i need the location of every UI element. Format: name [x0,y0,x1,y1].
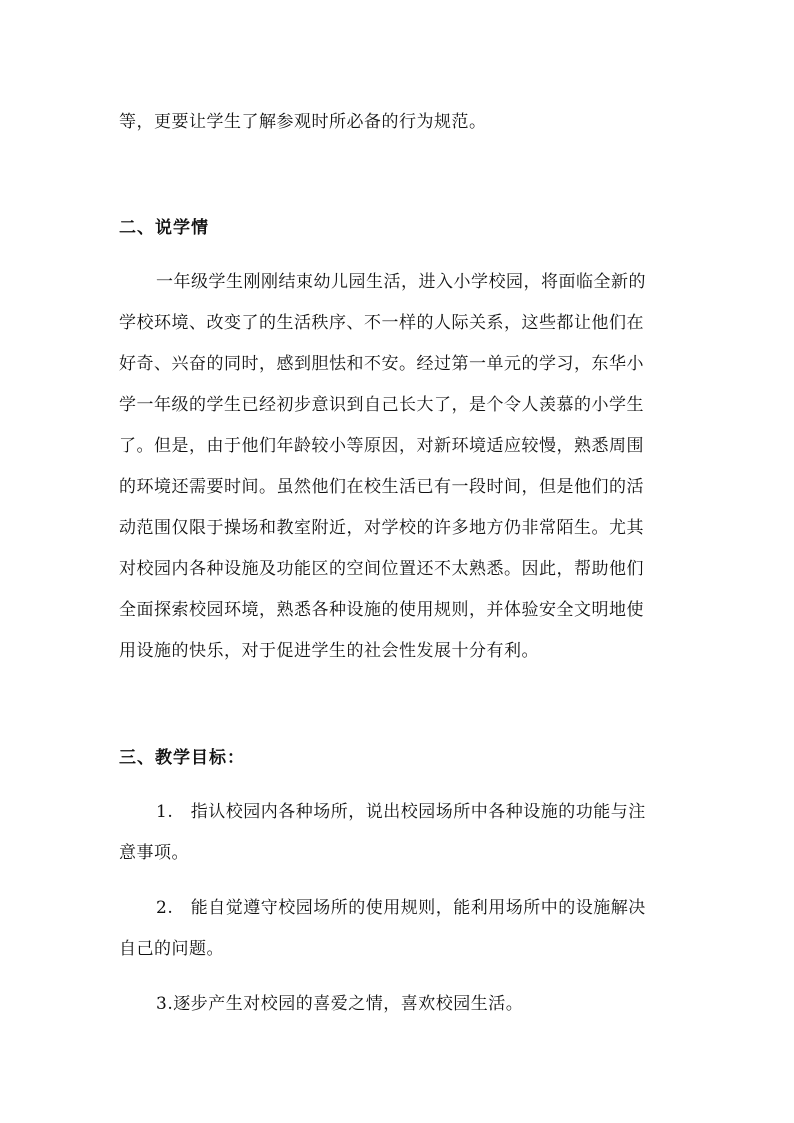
paragraph-line: 对校园内各种设施及功能区的空间位置还不太熟悉。因此，帮助他们 [119,559,644,579]
paragraph-line: 的环境还需要时间。虽然他们在校生活已有一段时间，但是他们的活 [119,477,644,497]
goal-item-1-line1: 1. 指认校园内各种场所，说出校园场所中各种设施的功能与注 [156,802,646,822]
paragraph-line: 了。但是，由于他们年龄较小等原因，对新环境适应较慢，熟悉周围 [119,436,644,456]
goal-item-3: 3.逐步产生对校园的喜爱之情，喜欢校园生活。 [156,994,524,1014]
paragraph-line: 好奇、兴奋的同时，感到胆怯和不安。经过第一单元的学习，东华小 [119,354,644,374]
continuation-line: 等，更要让学生了解参观时所必备的行为规范。 [119,112,487,132]
section-heading-teaching-goals: 三、教学目标： [119,748,245,768]
goal-item-1-line2: 意事项。 [119,843,189,863]
paragraph-line: 一年级学生刚刚结束幼儿园生活，进入小学校园，将面临全新的 [156,272,646,292]
paragraph-line: 动范围仅限于操场和教室附近，对学校的许多地方仍非常陌生。尤其 [119,518,644,538]
goal-item-2-line1: 2. 能自觉遵守校园场所的使用规则，能利用场所中的设施解决 [156,898,646,918]
paragraph-line: 学一年级的学生已经初步意识到自己长大了，是个令人羡慕的小学生 [119,395,644,415]
paragraph-line: 全面探索校园环境，熟悉各种设施的使用规则，并体验安全文明地使 [119,600,644,620]
paragraph-line: 学校环境、改变了的生活秩序、不一样的人际关系，这些都让他们在 [119,313,644,333]
section-heading-student-analysis: 二、说学情 [119,218,209,238]
paragraph-line: 用设施的快乐，对于促进学生的社会性发展十分有利。 [119,641,539,661]
goal-item-2-line2: 自己的问题。 [119,939,224,959]
